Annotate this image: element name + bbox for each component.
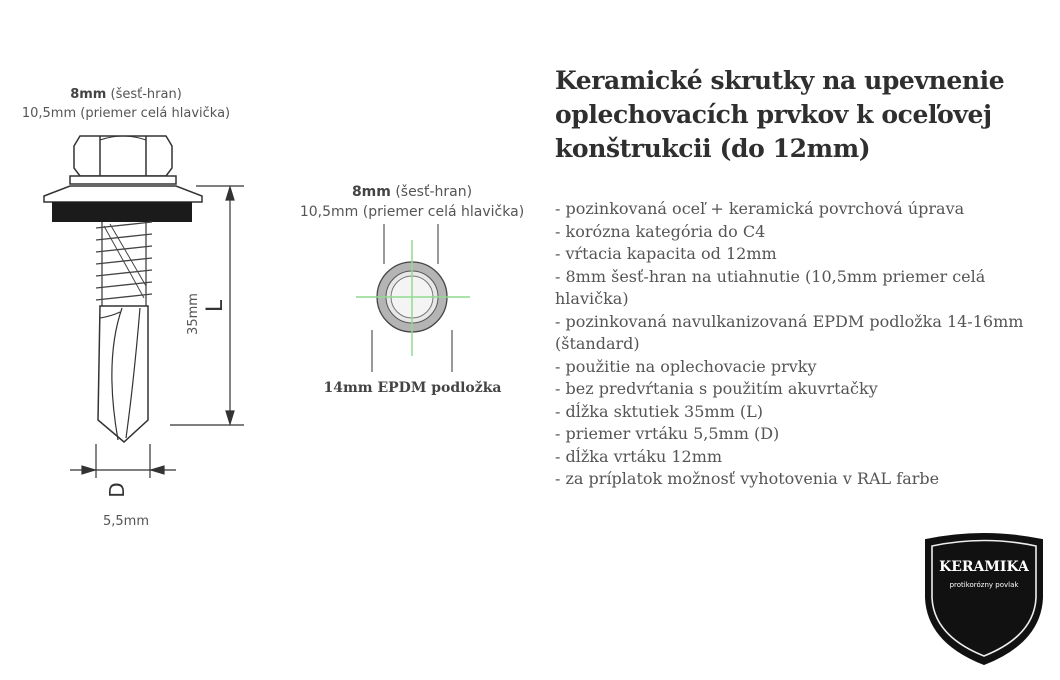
badge-shield (926, 534, 1042, 664)
feature-item: - korózna kategória do C4 (555, 221, 766, 241)
feature-item: - dĺžka sktutiek 35mm (L) (555, 401, 763, 421)
badge-name: KERAMIKA (939, 559, 1029, 575)
feature-item: - 8mm šesť-hran na utiahnutie (10,5mm priemer celá hlavička) (555, 266, 986, 308)
feature-item: - bez predvŕtania s použitím akuvrtačky (555, 379, 878, 398)
feature-item: - pozinkovaná navulkanizovaná EPDM podložka 14-16mm (štandard) (555, 311, 1024, 353)
length-value: 35mm (186, 293, 201, 335)
drill-symbol: D (105, 482, 129, 498)
feature-item: - vŕtacia kapacita od 12mm (555, 244, 777, 263)
feature-item: - pozinkovaná oceľ + keramická povrchová úprava (555, 199, 965, 218)
page-title: Keramické skrutky na upevnenie oplechovacích prvkov k oceľovej konštrukcii (do 12mm) (555, 66, 1005, 163)
feature-item: - použitie na oplechovacie prvky (555, 356, 817, 376)
washer-caption: 14mm EPDM podložka (323, 380, 502, 396)
washer-hex-note: (šesť-hran) (395, 184, 473, 200)
badge-subtitle: protikorózny povlak (949, 581, 1019, 589)
feature-item: - dĺžka vrtáku 12mm (555, 446, 723, 466)
screw-hex-size: 8mm (70, 87, 107, 102)
feature-item: - priemer vrtáku 5,5mm (D) (555, 424, 780, 443)
washer-hex-size: 8mm (351, 184, 391, 200)
length-symbol: L (203, 299, 228, 313)
feature-item: - za príplatok možnosť vyhotovenia v RAL farbe (555, 469, 940, 488)
drill-value: 5,5mm (102, 514, 149, 529)
screw-head-diameter: 10,5mm (priemer celá hlavička) (21, 106, 231, 121)
screw-hex-note: (šesť-hran) (110, 87, 182, 102)
washer-head-diameter: 10,5mm (priemer celá hlavička) (299, 204, 525, 220)
